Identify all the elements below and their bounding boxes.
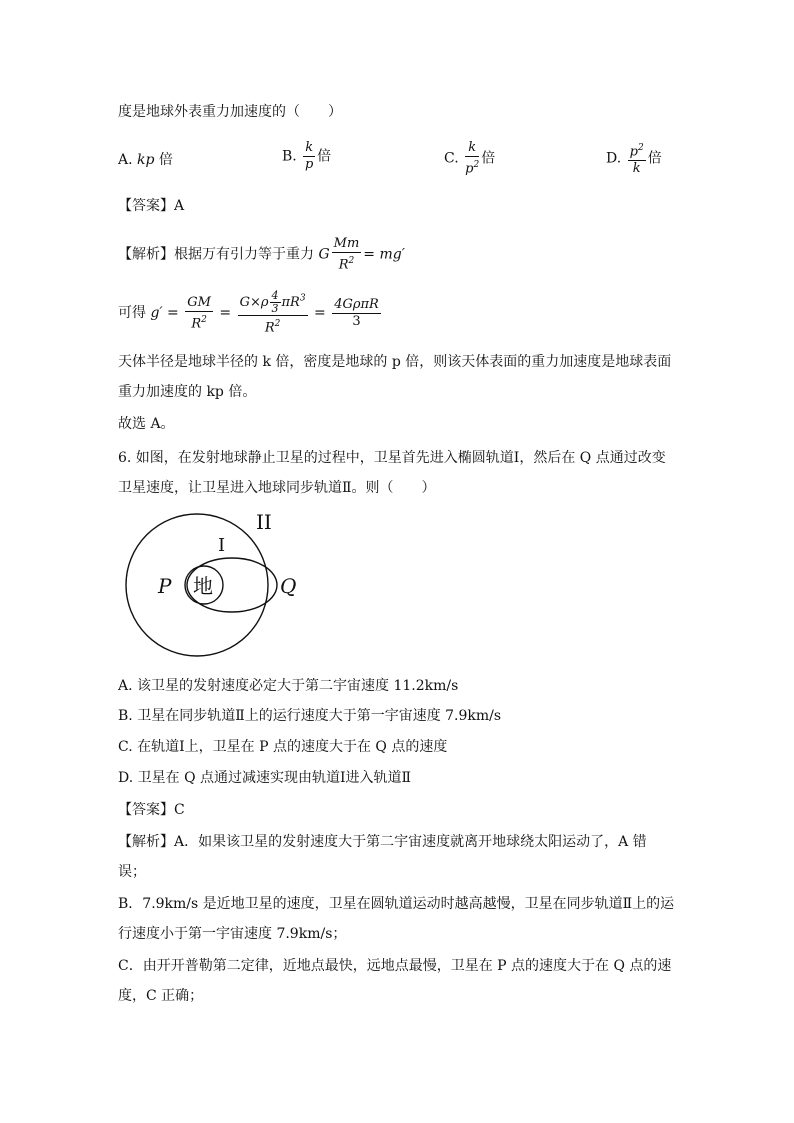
- q5-answer: 【答案】A: [118, 198, 185, 214]
- label-orbit-2: II: [256, 510, 272, 534]
- q6-option-b: B. 卫星在同步轨道Ⅱ上的运行速度大于第一宇宙速度 7.9km/s: [118, 708, 502, 724]
- q6-analysis-2: 误；: [118, 864, 146, 880]
- q5-option-b: B. $\frac{k}{p}$ 倍: [282, 140, 332, 172]
- q5-option-a: A. kp 倍: [118, 152, 173, 168]
- q6-option-a: A. 该卫星的发射速度必定大于第二宇宙速度 11.2km/s: [118, 678, 459, 694]
- label-earth: 地: [193, 574, 213, 598]
- q5-choose: 故选 A。: [118, 416, 175, 432]
- q6-analysis-6: 度，C 正确；: [118, 988, 204, 1004]
- q5-derivation: 可得 g′ = $\frac{GM}{R^2}$ = G×ρ $\frac{4}{3}$ $\pi R^3$ $R^2$ = $\frac{\text{4GρπR}}{3}$: [118, 289, 379, 336]
- q5-conclusion-1: 天体半径是地球半径的 k 倍，密度是地球的 p 倍，则该天体表面的重力加速度是地球表面: [118, 354, 672, 370]
- label-p: P: [158, 574, 172, 598]
- q5-analysis-eq1: 【解析】根据万有引力等于重力 G $\frac{Mm}{R^2}$ = mg′: [118, 236, 405, 273]
- q6-option-c: C. 在轨道Ⅰ上，卫星在 P 点的速度大于在 Q 点的速度: [118, 739, 448, 755]
- q6-analysis-5: C．由开开普勒第二定律，近地点最快，远地点最慢，卫星在 P 点的速度大于在 Q 点的速: [118, 958, 672, 974]
- q6-analysis-4: 行速度小于第一宇宙速度 7.9km/s；: [118, 926, 347, 942]
- orbit-diagram: [118, 505, 318, 665]
- q6-analysis-1: 【解析】A．如果该卫星的发射速度大于第二宇宙速度就离开地球绕太阳运动了，A 错: [118, 834, 647, 850]
- q5-option-c: C. $\frac{k}{p^2}$ 倍: [444, 140, 496, 177]
- q6-option-d: D. 卫星在 Q 点通过减速实现由轨道Ⅰ进入轨道Ⅱ: [118, 770, 412, 786]
- q5-conclusion-2: 重力加速度的 kp 倍。: [118, 384, 257, 400]
- q6-stem-2: 卫星速度，让卫星进入地球同步轨道Ⅱ。则（ ）: [118, 480, 436, 496]
- q6-stem-1: 6. 如图，在发射地球静止卫星的过程中，卫星首先进入椭圆轨道Ⅰ，然后在 Q 点通过改变: [118, 450, 666, 466]
- q6-answer: 【答案】C: [118, 802, 185, 818]
- label-orbit-1: I: [218, 535, 226, 556]
- q5-stem-tail: 度是地球外表重力加速度的（ ）: [118, 104, 342, 120]
- label-q: Q: [280, 574, 297, 598]
- q5-option-d: D. $\frac{p^2}{k}$ 倍: [606, 140, 662, 177]
- q6-analysis-3: B．7.9km/s 是近地卫星的速度，卫星在圆轨道运动时越高越慢，卫星在同步轨道Ⅱ上的运: [118, 896, 675, 912]
